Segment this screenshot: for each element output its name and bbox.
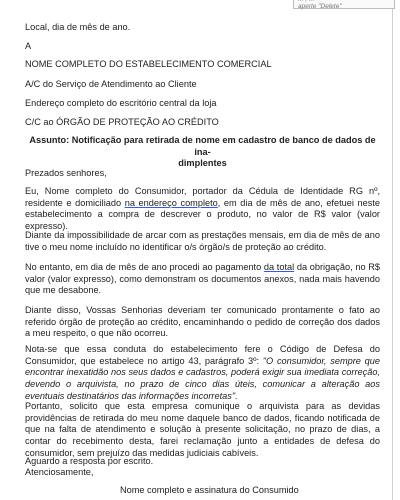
paragraph-payment-text-b: da obrigação, no R$ valor (valor expresso), como demonstram os documentos anexos, nada mais havendo que me desabone. — [25, 262, 380, 296]
paragraph-purchase-text-a: Eu, Nome completo do Consumidor, portador da Cédula de Identidade RG nº, residente e domiciliado — [25, 186, 380, 208]
paragraph-cdc-text: Nota-se que essa conduta do estabelecimento fere o Código de Defesa do Consumidor, que estabelece no artigo 43, parágrafo 3º: — [25, 344, 380, 366]
spellcheck-underline-2: da total — [263, 262, 295, 272]
subject-line — [25, 135, 380, 170]
paragraph-payment — [25, 262, 380, 297]
closing-line1: Aguardo a resposta por escrito. — [25, 456, 154, 466]
paragraph-inclusion: Diante da impossibilidade de arcar com as prestações mensais, em dia de mês de ano tive o meu nome incluído no identificar o/s órgão/s de proteção ao crédito. — [25, 230, 380, 252]
paragraph-request: Portanto, solicito que esta empresa comunique o arquivista para as devidas providências de retirada do meu nome daquele banco de dados, ficando notificada de que na falta de atendimento e solução à presente solicitação, no prazo de dias, a contar do recebimento desta, farei reclamação junto a entidades de defesa do consumidor, sem prejuízo das medidas judiciais cabíveis. — [25, 401, 380, 458]
closing-line2: Atenciosamente, — [25, 467, 94, 477]
cdc-quote: "O consumidor, sempre que encontrar inexatidão nos seus dados e cadastros, poderá exigir sua imediata correção, devendo o arquivista, no prazo de cinco dias úteis, comunicar a alteração aos eventuais destinatários das informações incorretas". — [25, 355, 380, 401]
comment-balloon[interactable] — [293, 0, 395, 9]
paragraph-cdc — [25, 344, 380, 403]
address-line: Endereço completo do escritório central da loja — [25, 98, 217, 108]
paragraph-purchase-text-b: , em dia de mês de ano, efetuei neste estabelecimento a compra de descrever o produto, no valor de R$ valor (valor expresso). — [25, 197, 380, 232]
date-line: Local, dia de mês de ano. — [25, 22, 131, 32]
paragraph-purchase — [25, 186, 380, 233]
greeting: Prezados senhores, — [25, 168, 107, 178]
paragraph-duty: Diante disso, Vossas Senhorias deveriam ter comunicado prontamente o fato ao referido órgão de proteção ao crédito, encaminhando o pedido de correção dos dados a meu respeito, o que não ocorreu. — [25, 305, 380, 339]
subject-line2: dimplentes — [178, 158, 227, 169]
cc-line: C/C ao ÓRGÃO DE PROTEÇÃO AO CRÉDITO — [25, 117, 219, 127]
comment-text-line2: aperte "Delete" — [298, 3, 342, 10]
spellcheck-underline: na endereço completo — [124, 197, 218, 208]
attention-line: A/C do Serviço de Atendimento ao Cliente — [25, 79, 197, 89]
subject-line1: Assunto: Notificação para retirada de nome em cadastro de banco de dados de ina- — [29, 135, 376, 157]
paragraph-payment-text-a: No entanto, em dia de mês de ano procedi ao pagamento — [25, 262, 264, 272]
recipient-name: NOME COMPLETO DO ESTABELECIMENTO COMERCIAL — [25, 59, 272, 69]
salutation-prefix: A — [25, 41, 32, 51]
signature-line: Nome completo e assinatura do Consumido — [120, 485, 299, 495]
